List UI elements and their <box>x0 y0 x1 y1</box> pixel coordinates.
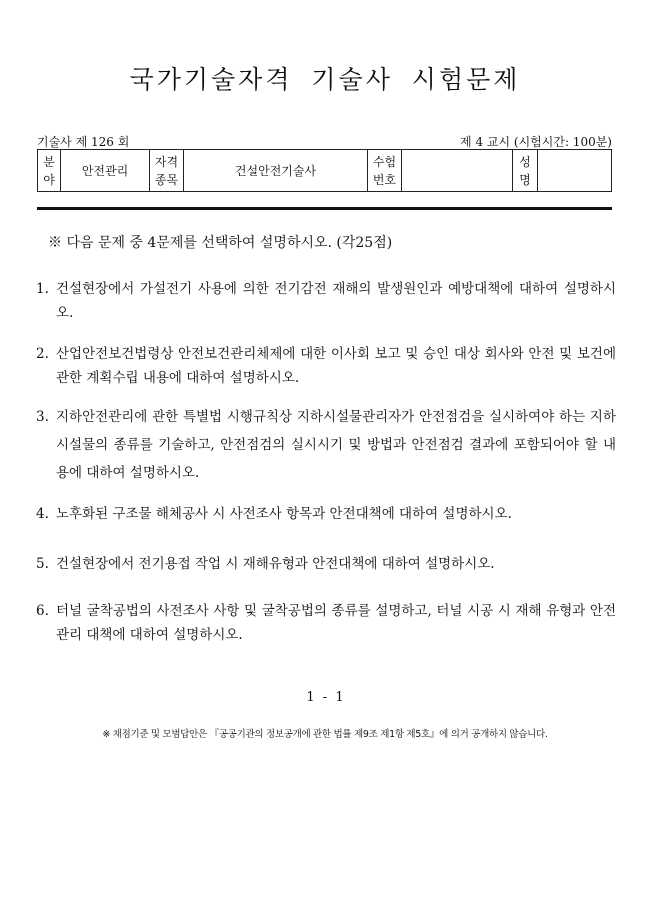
instruction-text: ※ 다음 문제 중 4문제를 선택하여 설명하시오. (각25점) <box>48 235 393 251</box>
category-label-top: 자격 <box>154 154 179 169</box>
exam-meta-row <box>37 133 612 150</box>
exam-no-label-top: 수험 <box>372 154 397 169</box>
question-text: 건설현장에서 전기용접 작업 시 재해유형과 안전대책에 대하여 설명하시오. <box>56 556 495 572</box>
name-label-cell <box>513 150 538 192</box>
exam-no-value[interactable] <box>402 150 513 192</box>
question-number: 1. <box>36 281 49 297</box>
question-text: 터널 굴착공법의 사전조사 사항 및 굴착공법의 종류를 설명하고, 터널 시공 시 재해 유형과 안전관리 대책에 대하여 설명하시오. <box>56 603 616 643</box>
footer-note: ※ 채점기준 및 모범답안은 『공공기관의 정보공개에 관한 법률 제9조 제1항 제5호』에 의거 공개하지 않습니다. <box>102 729 548 740</box>
exam-round: 기술사 제 126 회 <box>37 135 130 149</box>
document-title: 국가기술자격 기술사 시험문제 <box>129 65 521 94</box>
category-label-bottom: 종목 <box>154 172 179 187</box>
exam-no-label-bottom: 번호 <box>372 172 397 187</box>
question-text: 노후화된 구조물 해체공사 시 사전조사 항목과 안전대책에 대하여 설명하시오. <box>56 506 512 522</box>
question-item <box>36 552 616 576</box>
field-label-bottom: 야 <box>43 172 55 187</box>
question-text: 지하안전관리에 관한 특별법 시행규칙상 지하시설물관리자가 안전점검을 실시하여야 하는 지하시설물의 종류를 기술하고, 안전점검의 실시시기 및 방법과 안전점검 결과에 포함되어야 할 내용에 대하여 설명하시오. <box>56 409 616 481</box>
field-label-cell <box>38 150 61 192</box>
exam-info-table <box>37 149 612 192</box>
name-value[interactable] <box>538 150 612 192</box>
question-number: 2. <box>36 346 49 362</box>
question-number: 5. <box>36 556 49 572</box>
question-number: 6. <box>36 603 49 619</box>
category-value: 건설안전기술사 <box>184 150 368 192</box>
question-item <box>36 403 616 487</box>
question-item <box>36 277 616 325</box>
question-text: 건설현장에서 가설전기 사용에 의한 전기감전 재해의 발생원인과 예방대책에 대하여 설명하시오. <box>56 281 616 321</box>
question-item <box>36 502 616 526</box>
field-label-top: 분 <box>43 154 55 169</box>
name-label-top: 성 <box>519 154 531 169</box>
name-label-bottom: 명 <box>519 172 531 187</box>
category-label-cell <box>150 150 184 192</box>
exam-no-label-cell <box>368 150 402 192</box>
question-item <box>36 599 616 647</box>
divider-rule <box>37 207 612 210</box>
field-value: 안전관리 <box>61 150 150 192</box>
page-number: 1 - 1 <box>306 690 344 705</box>
question-number: 3. <box>36 409 49 425</box>
exam-session-time: 제 4 교시 (시험시간: 100분) <box>460 135 612 149</box>
question-text: 산업안전보건법령상 안전보건관리체제에 대한 이사회 보고 및 승인 대상 회사와 안전 및 보건에 관한 계획수립 내용에 대하여 설명하시오. <box>56 346 616 386</box>
question-number: 4. <box>36 506 49 522</box>
question-item <box>36 342 616 390</box>
